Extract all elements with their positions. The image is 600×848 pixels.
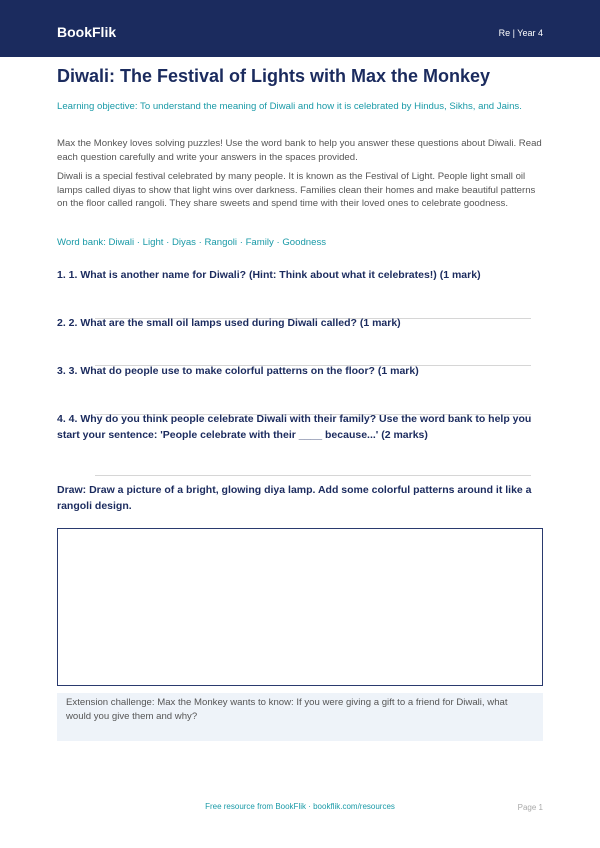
page-number: Page 1	[517, 803, 543, 812]
drawing-box[interactable]	[57, 528, 543, 686]
draw-prompt: Draw: Draw a picture of a bright, glowing diya lamp. Add some colorful patterns around it like a rangoli design.	[57, 484, 532, 512]
question-3: 3. 3. What do people use to make colorful patterns on the floor? (1 mark)	[57, 365, 419, 377]
word-bank: Word bank: Diwali · Light · Diyas · Rangoli · Family · Goodness	[57, 237, 327, 248]
worksheet-title: Diwali: The Festival of Lights with Max the Monkey	[57, 66, 491, 86]
question-4: 4. 4. Why do you think people celebrate Diwali with their family? Use the word bank to help you start your sentence: 'People celebrate with their ____ because...' (2 marks)	[57, 413, 532, 441]
answer-line-4[interactable]	[95, 475, 531, 476]
intro-paragraph: Max the Monkey loves solving puzzles! Use the word bank to help you answer these questions about Diwali. Read each question carefully and write your answers in the spaces provided.	[57, 138, 542, 163]
brand-logo-text: BookFlik	[57, 24, 117, 40]
footer-text: Free resource from BookFlik · bookflik.com/resources	[205, 802, 395, 811]
question-1: 1. 1. What is another name for Diwali? (Hint: Think about what it celebrates!) (1 mark)	[57, 269, 481, 281]
subject-year-label: Re | Year 4	[498, 28, 543, 38]
page-header	[0, 0, 600, 57]
question-2: 2. 2. What are the small oil lamps used during Diwali called? (1 mark)	[57, 317, 401, 329]
learning-objective: Learning objective: To understand the meaning of Diwali and how it is celebrated by Hindus, Sikhs, and Jains.	[57, 101, 522, 112]
story-paragraph: Diwali is a special festival celebrated by many people. It is known as the Festival of Light. People light small oil lamps called diyas to show that light wins over darkness. Families clean their homes and make beautiful patterns on the floor called rangoli. They share sweets and spend time with their loved ones to celebrate goodness.	[57, 171, 536, 209]
extension-challenge: Extension challenge: Max the Monkey wants to know: If you were giving a gift to a friend for Diwali, what would you give them and why?	[57, 693, 543, 741]
